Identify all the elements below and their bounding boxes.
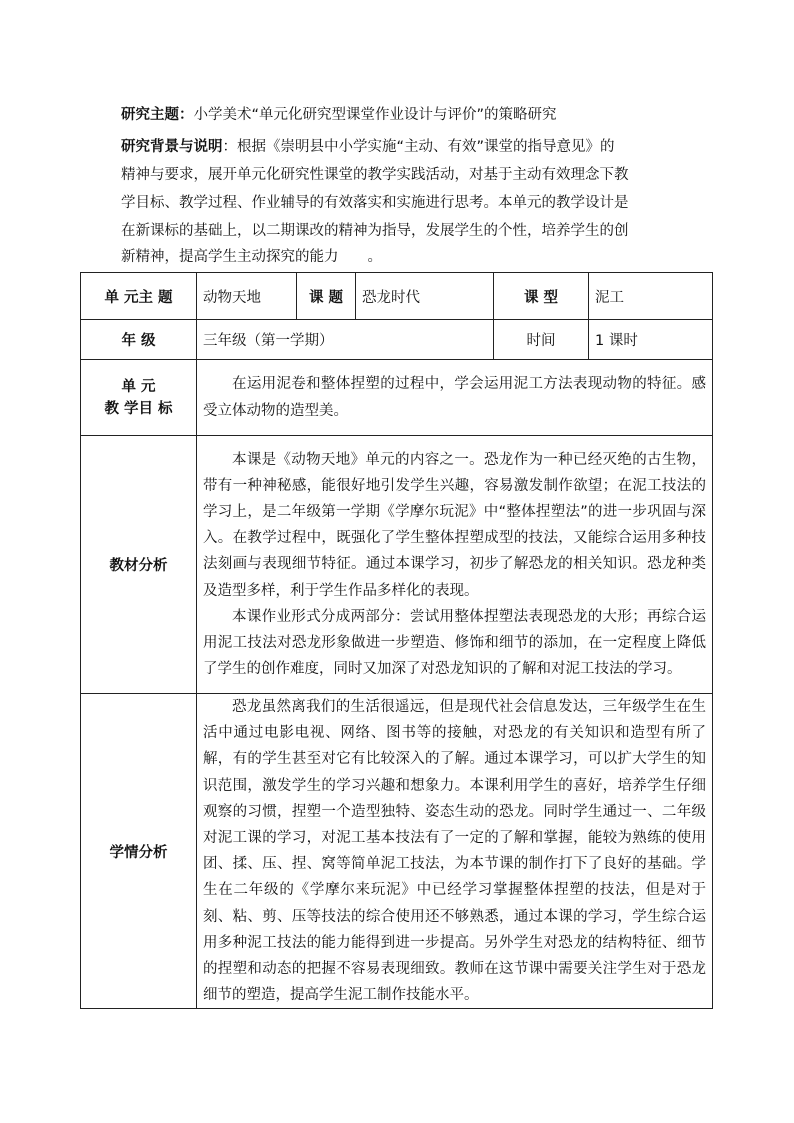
- grade-label: 年 级: [81, 320, 197, 360]
- unit-goal-label-line1: 单 元: [121, 378, 156, 395]
- background-last-line: 新精神，提高学生主动探究的能力 。: [121, 249, 382, 265]
- table-row: [81, 273, 713, 320]
- background-line-2: 精神与要求，展开单元化研究性课堂的教学实践活动，对基于主动有效理念下教: [121, 167, 629, 183]
- research-background-label: 研究背景与说明: [121, 139, 223, 155]
- lesson-info-table: [80, 272, 713, 1009]
- time-label: 时间: [494, 320, 589, 360]
- lesson-title-label: 课 题: [297, 273, 356, 320]
- unit-goal-text: 在运用泥卷和整体捏塑的过程中，学会运用泥工方法表现动物的特征。感受立体动物的造型美。: [197, 360, 713, 436]
- lesson-type-label: 课 型: [494, 273, 589, 320]
- table-row: [81, 320, 713, 360]
- research-background: [121, 133, 681, 245]
- material-analysis-text: [197, 436, 713, 694]
- unit-goal-label-line2: 教 学目 标: [104, 400, 173, 417]
- background-line-1: ：根据《崇明县中小学实施“主动、有效”课堂的指导意见》的: [222, 139, 615, 155]
- lesson-title-value: 恐龙时代: [356, 273, 494, 320]
- research-topic-line: [121, 103, 557, 127]
- student-analysis-label: 学情分析: [81, 694, 197, 1009]
- material-analysis-label: 教材分析: [81, 436, 197, 694]
- table-row: [81, 694, 713, 1009]
- time-value: 1 课时: [589, 320, 713, 360]
- table-row: [81, 360, 713, 436]
- lesson-type-value: 泥工: [589, 273, 713, 320]
- material-analysis-para1: 本课是《动物天地》单元的内容之一。恐龙作为一种已经灭绝的古生物，带有一种神秘感，能很好地引发学生兴趣，容易激发制作欲望；在泥工技法的学习上，是二年级第一学期《学摩尔玩泥》中“整体捏塑法”的进一步巩固与深入。在教学过程中，既强化了学生整体捏塑成型的技法，又能综合运用多种技法刻画与表现细节特征。通过本课学习，初步了解恐龙的相关知识。恐龙种类及造型多样，利于学生作品多样化的表现。: [203, 451, 706, 599]
- grade-value: 三年级（第一学期）: [197, 320, 494, 360]
- unit-goal-label: [81, 360, 197, 436]
- table-row: [81, 436, 713, 694]
- intro-section: [0, 0, 794, 270]
- student-analysis-text: 恐龙虽然离我们的生活很遥远，但是现代社会信息发达，三年级学生在生活中通过电影电视、网络、图书等的接触，对恐龙的有关知识和造型有所了解，有的学生甚至对它有比较深入的了解。通过本课学习，可以扩大学生的知识范围，激发学生的学习兴趣和想象力。本课利用学生的喜好，培养学生仔细观察的习惯，捏塑一个造型独特、姿态生动的恐龙。同时学生通过一、二年级对泥工课的学习，对泥工基本技法有了一定的了解和掌握，能较为熟练的使用团、揉、压、捏、窝等简单泥工技法，为本节课的制作打下了良好的基础。学生在二年级的《学摩尔来玩泥》中已经学习掌握整体捏塑的技法，但是对于刻、粘、剪、压等技法的综合使用还不够熟悉，通过本课的学习，学生综合运用多种泥工技法的能力能得到进一步提高。另外学生对恐龙的结构特征、细节的捏塑和动态的把握不容易表现细致。教师在这节课中需要关注学生对于恐龙细节的塑造，提高学生泥工制作技能水平。: [197, 694, 713, 1009]
- background-line-3: 学目标、教学过程、作业辅导的有效落实和实施进行思考。本单元的教学设计是: [121, 195, 629, 211]
- background-line-4: 在新课标的基础上，以二期课改的精神为指导，发展学生的个性，培养学生的创: [121, 223, 629, 239]
- unit-topic-label: 单 元主 题: [81, 273, 197, 320]
- research-topic-label: 研究主题：: [121, 107, 194, 123]
- unit-topic-value: 动物天地: [197, 273, 297, 320]
- research-topic-text: 小学美术“单元化研究型课堂作业设计与评价”的策略研究: [193, 107, 557, 123]
- material-analysis-para2: 本课作业形式分成两部分：尝试用整体捏塑法表现恐龙的大形；再综合运用泥工技法对恐龙形象做进一步塑造、修饰和细节的添加，在一定程度上降低了学生的创作难度，同时又加深了对恐龙知识的了解和对泥工技法的学习。: [203, 608, 706, 678]
